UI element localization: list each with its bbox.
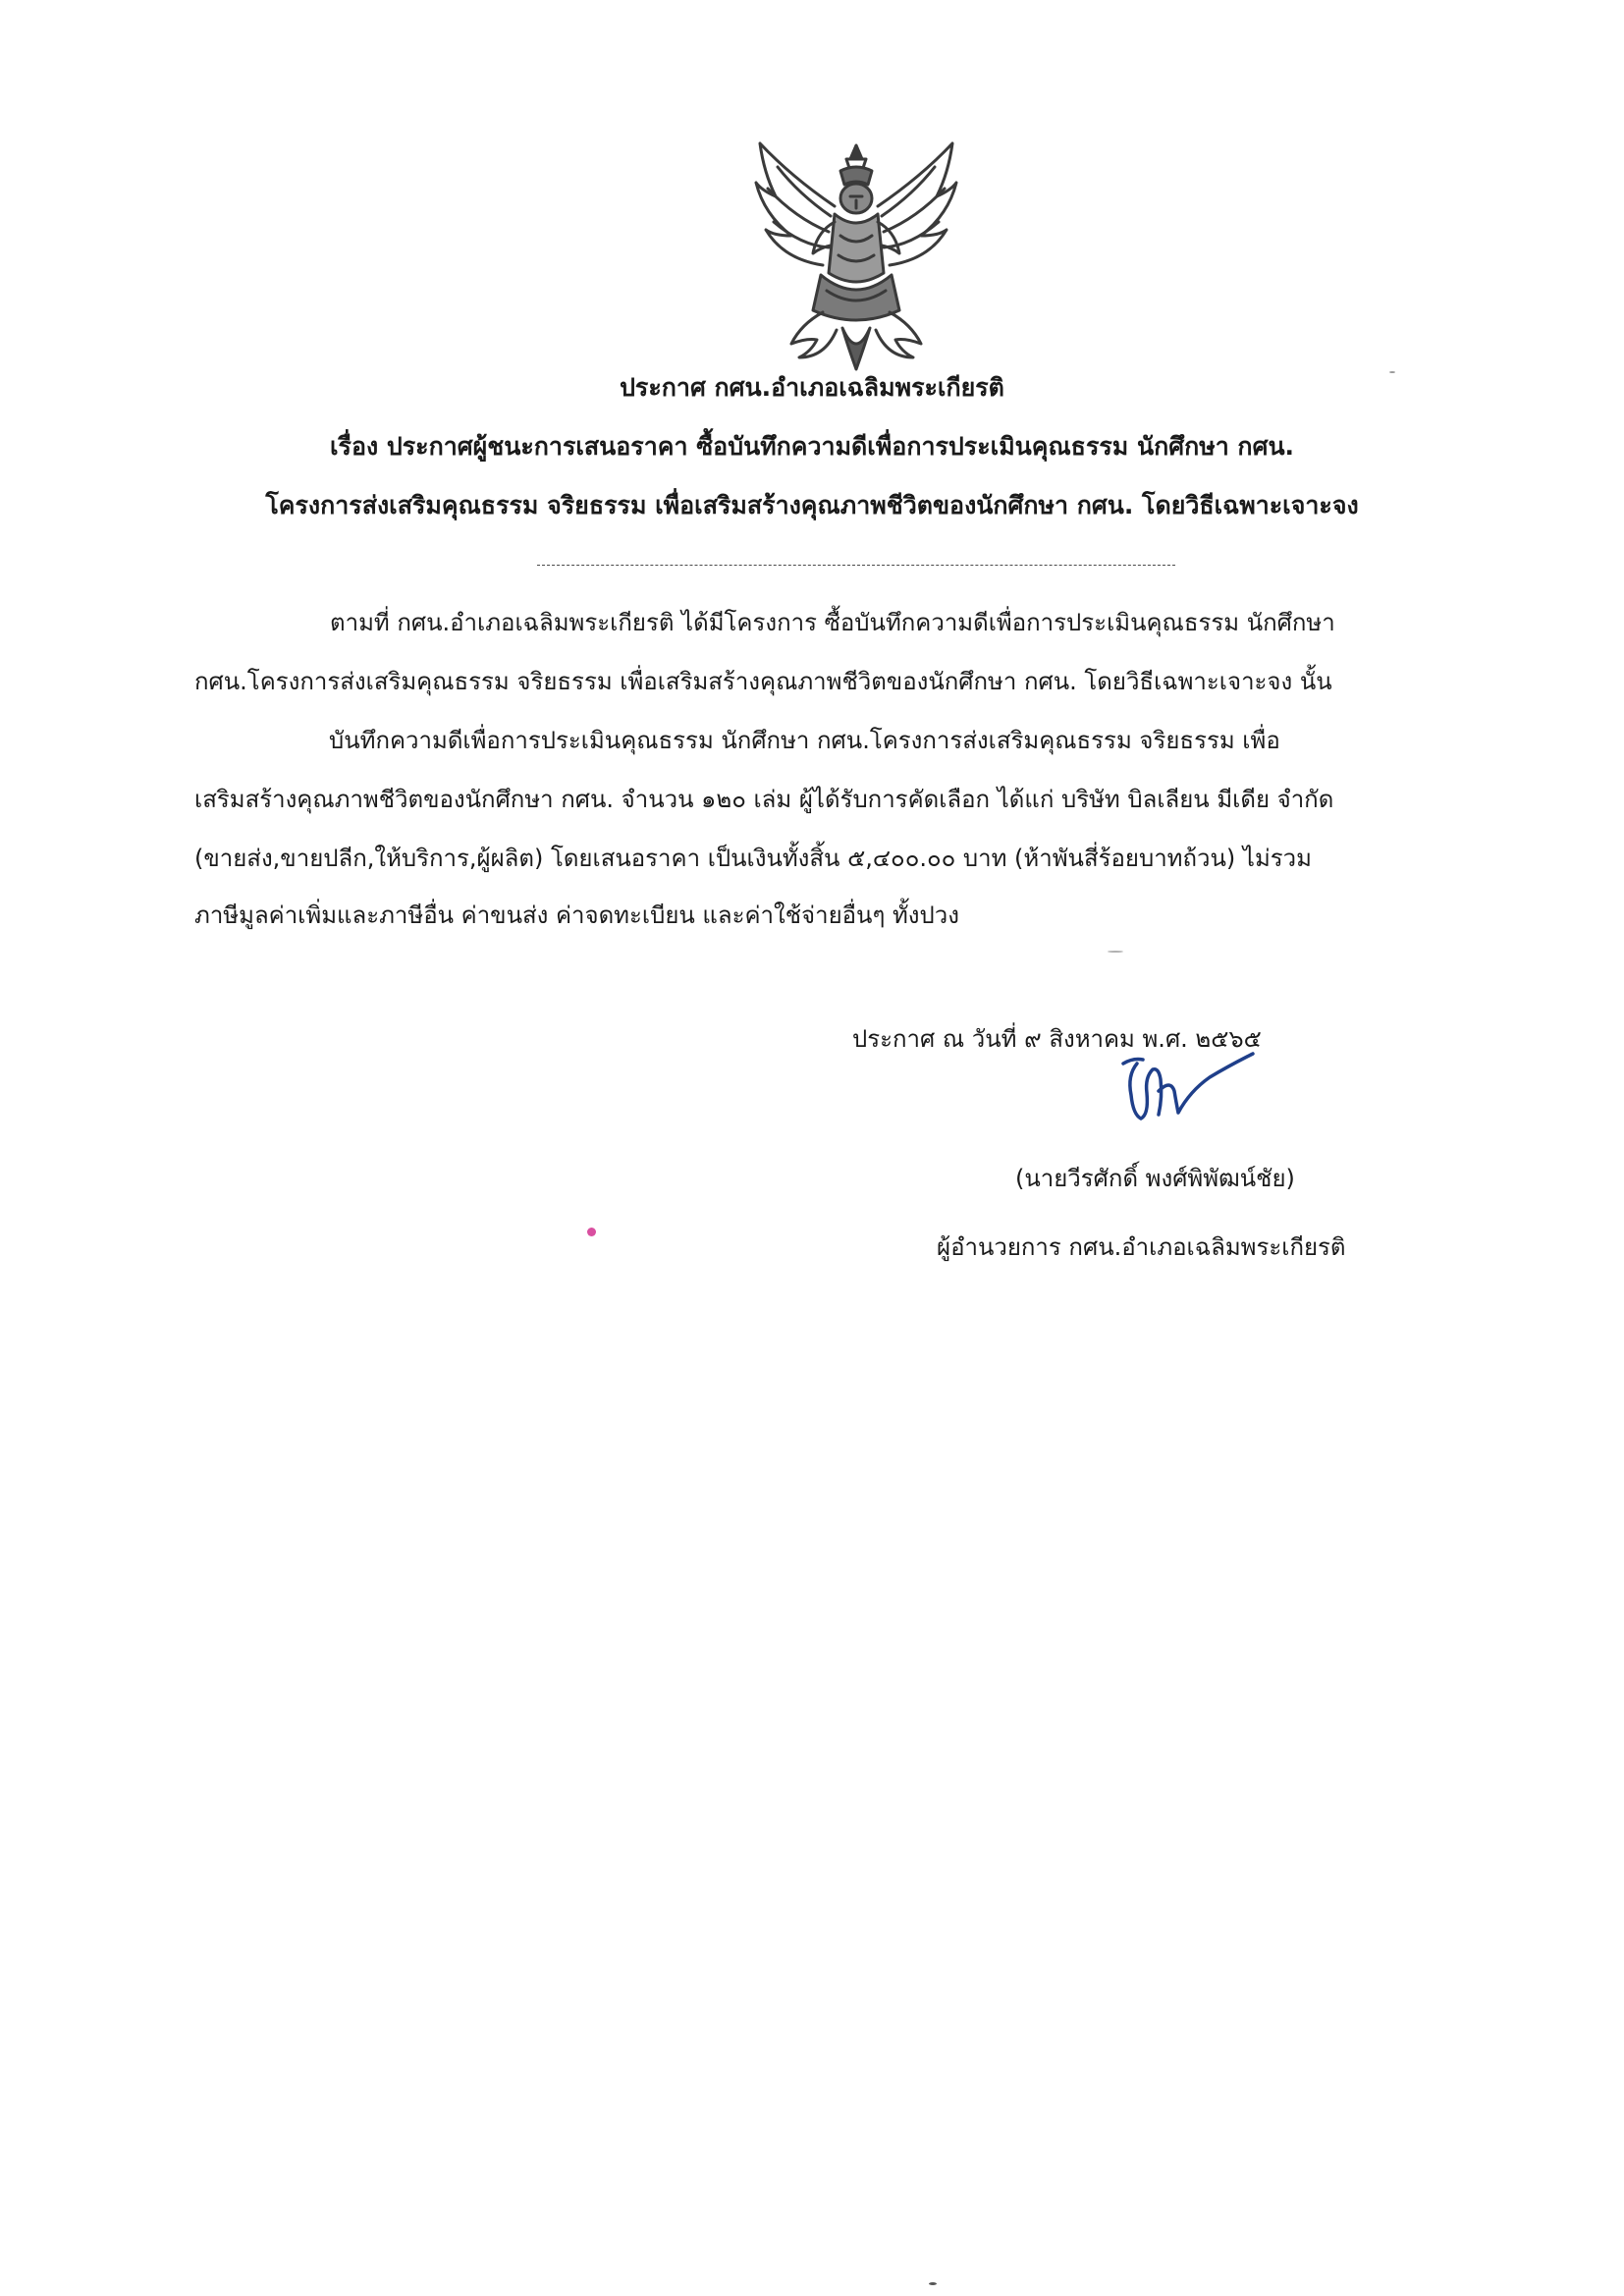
announcement-date: ประกาศ ณ วันที่ ๙ สิงหาคม พ.ศ. ๒๕๖๕ xyxy=(852,1025,1262,1053)
scan-speck xyxy=(1389,371,1395,373)
announcement-title: ประกาศ กศน.อำเภอเฉลิมพระเกียรติ xyxy=(620,373,1004,402)
body-line-4: เสริมสร้างคุณภาพชีวิตของนักศึกษา กศน. จำนวน ๑๒๐ เล่ม ผู้ได้รับการคัดเลือก ได้แก่ บริษัท บิลเลียน มีเดีย จำกัด xyxy=(194,786,1334,813)
header-divider xyxy=(537,565,1175,566)
body-line-3: บันทึกความดีเพื่อการประเมินคุณธรรม นักศึกษา กศน.โครงการส่งเสริมคุณธรรม จริยธรรม เพื่อ xyxy=(329,727,1280,754)
handwritten-signature xyxy=(1119,1046,1267,1139)
body-line-6: ภาษีมูลค่าเพิ่มและภาษีอื่น ค่าขนส่ง ค่าจดทะเบียน และค่าใช้จ่ายอื่นๆ ทั้งปวง xyxy=(194,902,959,929)
scan-speck xyxy=(929,2282,937,2285)
scan-speck xyxy=(1108,951,1123,953)
announcement-project: โครงการส่งเสริมคุณธรรม จริยธรรม เพื่อเสริมสร้างคุณภาพชีวิตของนักศึกษา กศน. โดยวิธีเฉพาะเจาะจง xyxy=(265,491,1359,519)
garuda-emblem-icon xyxy=(752,137,960,373)
body-line-5: (ขายส่ง,ขายปลีก,ให้บริการ,ผู้ผลิต) โดยเสนอราคา เป็นเงินทั้งสิ้น ๕,๔๐๐.๐๐ บาท (ห้าพันสี่ร้อยบาทถ้วน) ไม่รวม xyxy=(194,845,1312,872)
announcement-subject: เรื่อง ประกาศผู้ชนะการเสนอราคา ซื้อบันทึกความดีเพื่อการประเมินคุณธรรม นักศึกษา กศน. xyxy=(329,432,1295,461)
body-line-2: กศน.โครงการส่งเสริมคุณธรรม จริยธรรม เพื่อเสริมสร้างคุณภาพชีวิตของนักศึกษา กศน. โดยวิธีเฉพาะเจาะจง นั้น xyxy=(194,668,1332,695)
body-line-1: ตามที่ กศน.อำเภอเฉลิมพระเกียรติ ได้มีโครงการ ซื้อบันทึกความดีเพื่อการประเมินคุณธรรม นักศึกษา xyxy=(330,609,1335,636)
signer-title: ผู้อำนวยการ กศน.อำเภอเฉลิมพระเกียรติ xyxy=(937,1233,1346,1261)
signer-name: (นายวีรศักดิ์ พงศ์พิพัฒน์ชัย) xyxy=(1015,1165,1295,1192)
ink-speck xyxy=(587,1228,596,1236)
